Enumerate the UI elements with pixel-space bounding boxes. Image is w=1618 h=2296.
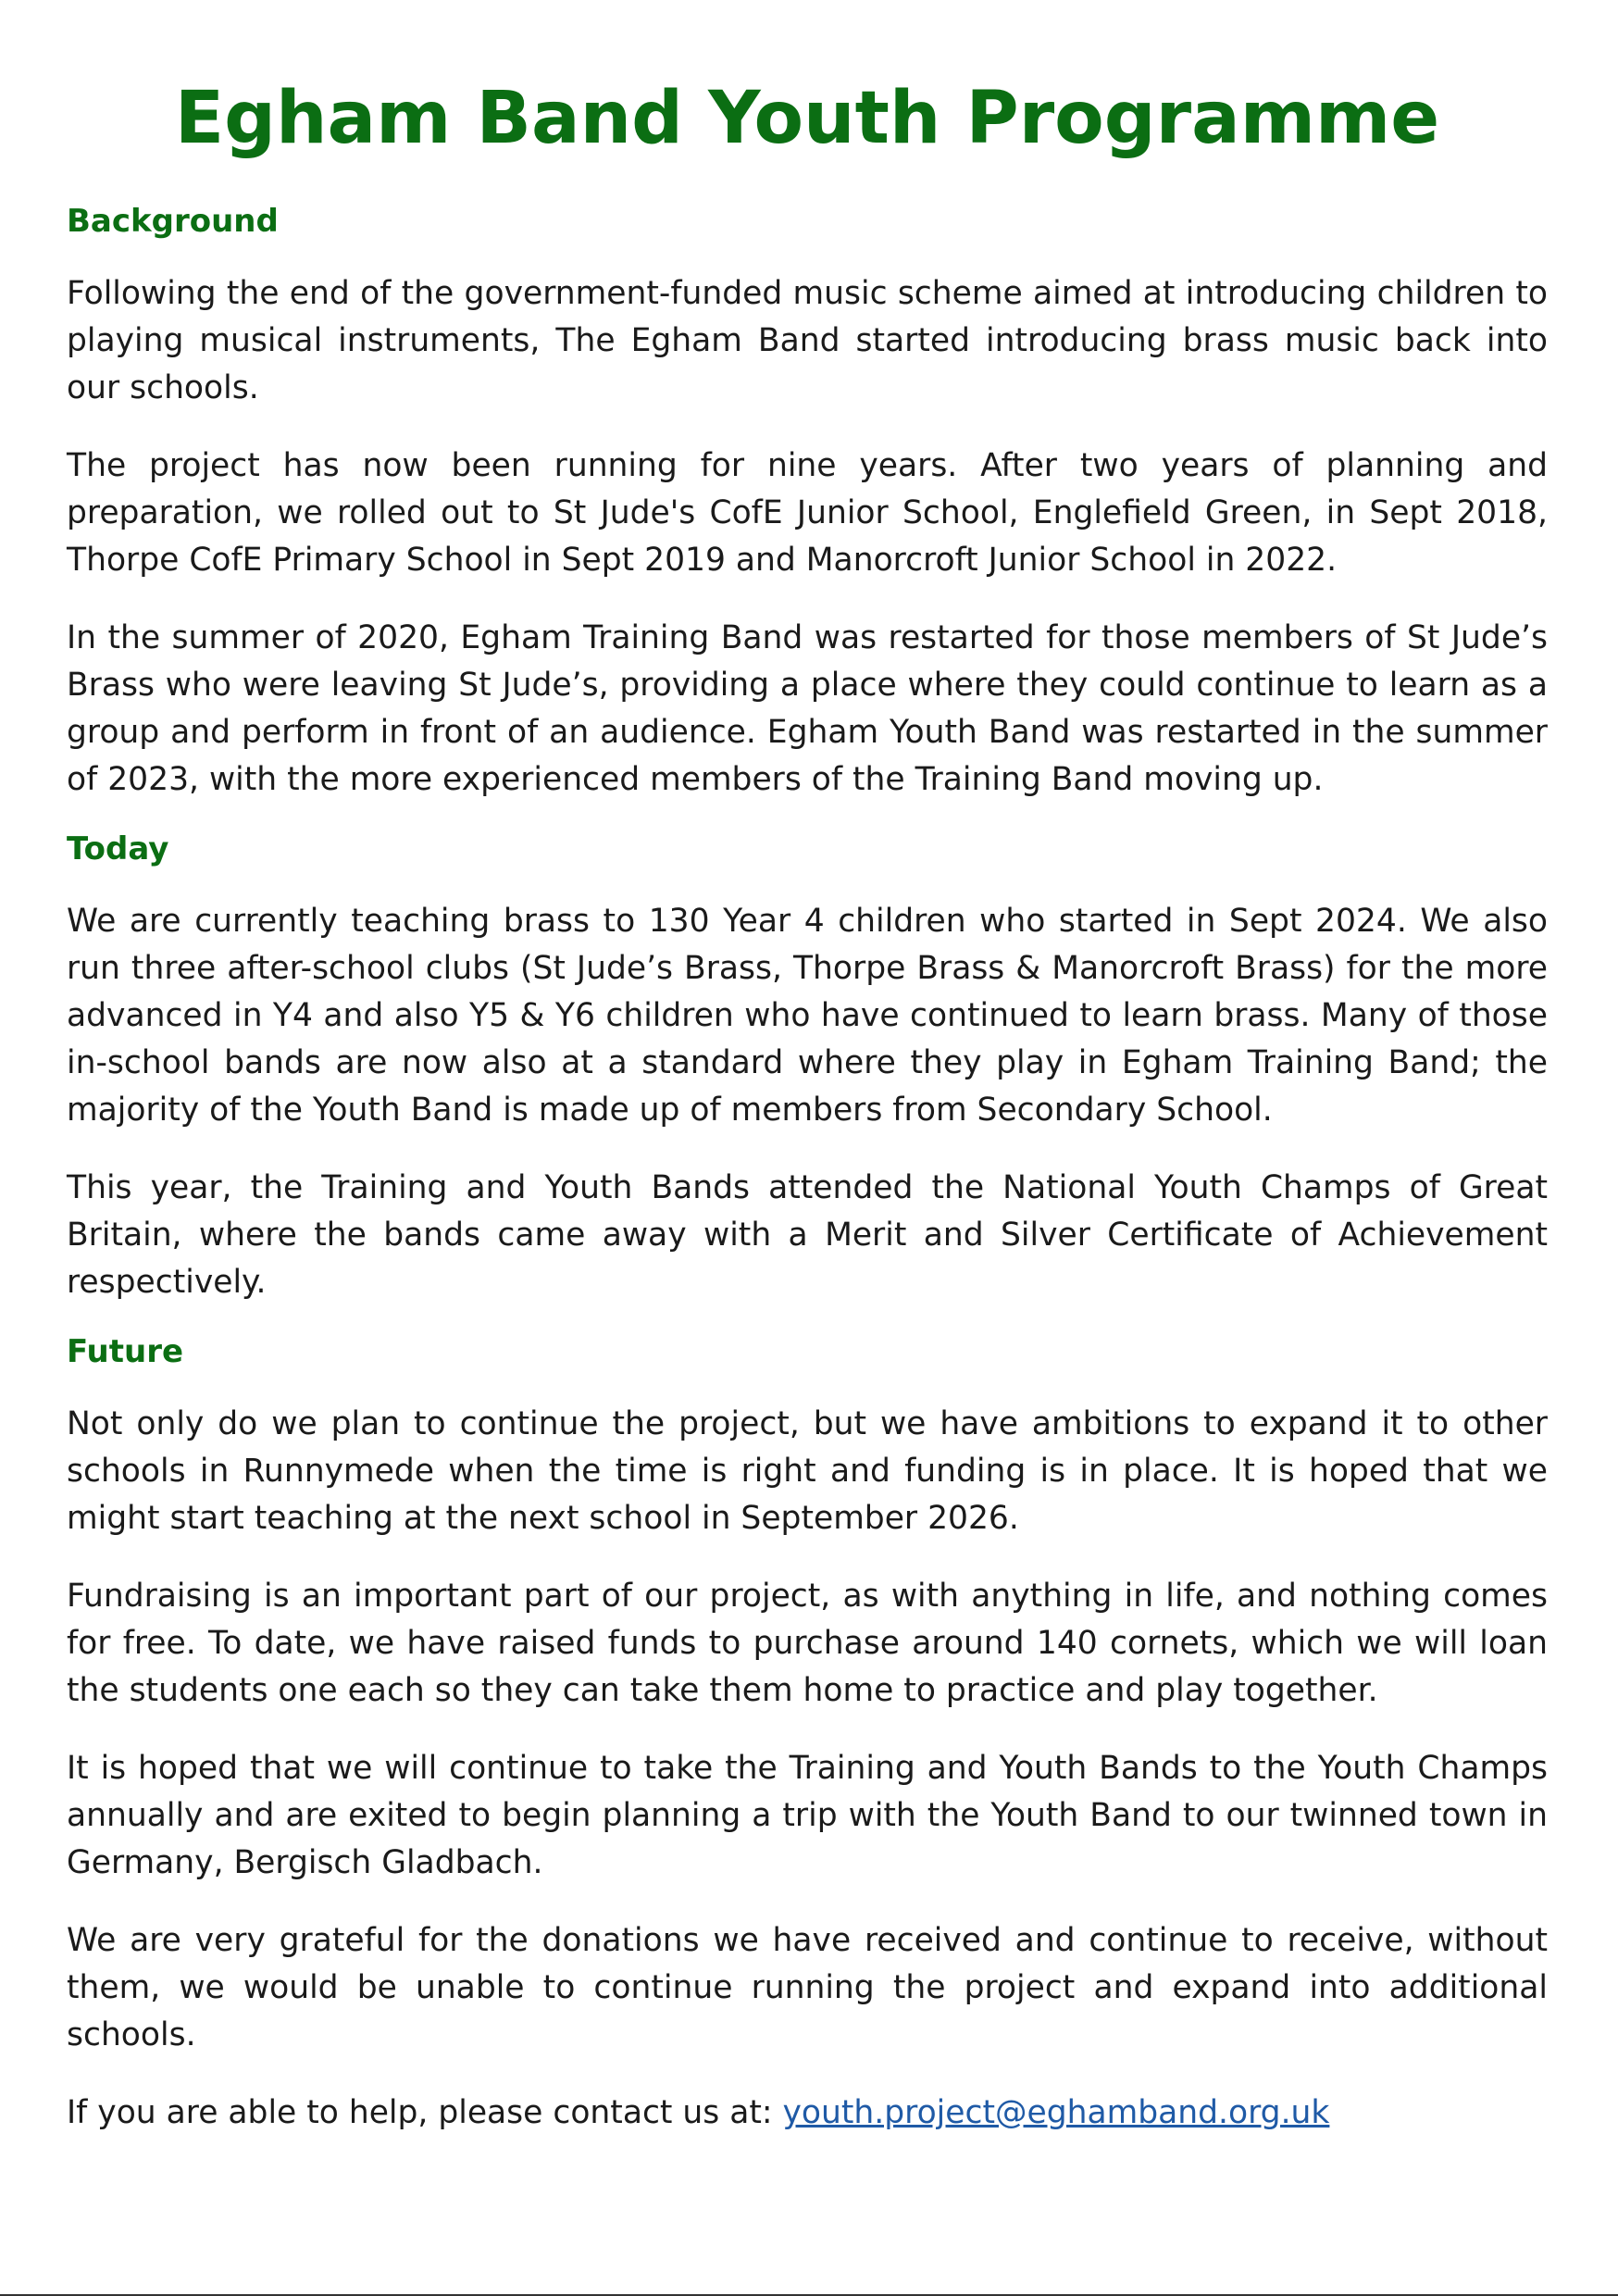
- document-page: [67, 0, 1548, 2137]
- contact-line: [67, 2090, 1548, 2137]
- heading-future: Future: [67, 1333, 184, 1370]
- future-paragraph-3: It is hoped that we will continue to take the Training and Youth Bands to the Youth Champs annually and are exited to begin planning a trip with the Youth Band to our twinned town in Germany, Bergisch Gladbach.: [67, 1750, 1548, 1881]
- contact-text: If you are able to help, please contact us at:: [67, 2094, 783, 2131]
- page-title: Egham Band Youth Programme: [174, 77, 1440, 160]
- future-paragraph-1: Not only do we plan to continue the project, but we have ambitions to expand it to other schools in Runnymede when the time is right and funding is in place. It is hoped that we might start teaching at the next school in September 2026.: [67, 1405, 1548, 1537]
- heading-background: Background: [67, 203, 279, 240]
- today-paragraph-1: We are currently teaching brass to 130 Year 4 children who started in Sept 2024. We also run three after-school clubs (St Jude’s Brass, Thorpe Brass & Manorcroft Brass) for the more advanced in Y4 and also Y5 & Y6 children who have continued to learn brass. Many of those in-school bands are now also at a standard where they play in Egham Training Band; the majority of the Youth Band is made up of members from Secondary School.: [67, 903, 1548, 1129]
- contact-email-link[interactable]: youth.project@eghamband.org.uk: [782, 2094, 1330, 2131]
- background-paragraph-2: The project has now been running for nine years. After two years of planning and preparation, we rolled out to St Jude's CofE Junior School, Englefield Green, in Sept 2018, Thorpe CofE Primary School in Sept 2019 and Manorcroft Junior School in 2022.: [67, 447, 1548, 579]
- background-paragraph-3: In the summer of 2020, Egham Training Band was restarted for those members of St Jude’s Brass who were leaving St Jude’s, providing a place where they could continue to learn as a group and perform in front of an audience. Egham Youth Band was restarted in the summer of 2023, with the more experienced members of the Training Band moving up.: [67, 619, 1548, 798]
- heading-today: Today: [67, 830, 169, 867]
- future-paragraph-2: Fundraising is an important part of our project, as with anything in life, and nothing comes for free. To date, we have raised funds to purchase around 140 cornets, which we will loan the students one each so they can take them home to practice and play together.: [67, 1578, 1548, 1709]
- today-paragraph-2: This year, the Training and Youth Bands attended the National Youth Champs of Great Britain, where the bands came away with a Merit and Silver Certificate of Achievement respectively.: [67, 1169, 1548, 1301]
- future-paragraph-4: We are very grateful for the donations we have received and continue to receive, without them, we would be unable to continue running the project and expand into additional schools.: [67, 1922, 1548, 2053]
- background-paragraph-1: Following the end of the government-funded music scheme aimed at introducing children to playing musical instruments, The Egham Band started introducing brass music back into our schools.: [67, 275, 1548, 406]
